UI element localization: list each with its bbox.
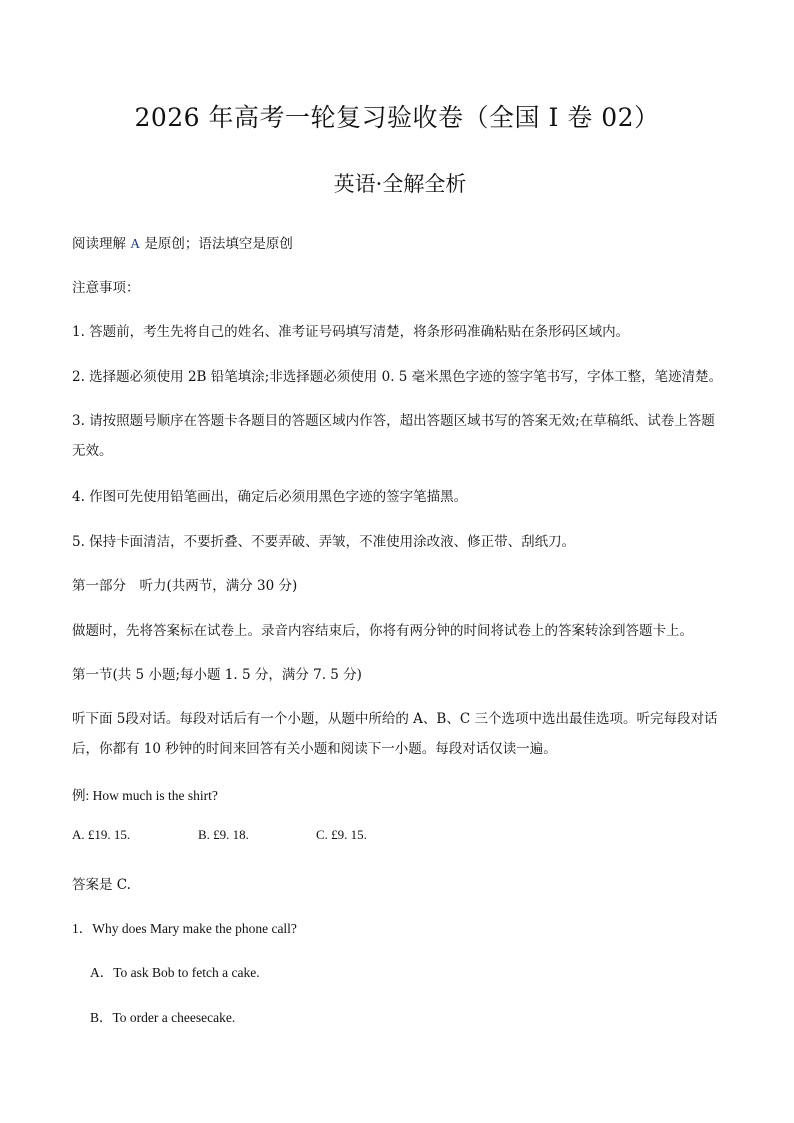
example-option-a: A. £19. 15.: [72, 827, 131, 842]
source-note-suffix: 是原创；语法填空是原创: [140, 236, 293, 252]
example-answer: 答案是 C.: [72, 877, 131, 893]
notice-item: 4. 作图可先使用铅笔画出，确定后必须用黑色字迹的签字笔描黑。: [72, 489, 468, 505]
notice-item: 5. 保持卡面清洁，不要折叠、不要弄破、弄皱，不准使用涂改液、修正带、刮纸刀。: [72, 534, 576, 550]
page-subtitle: 英语·全解全析: [333, 172, 467, 196]
source-note-highlight: A: [130, 236, 141, 251]
section1-heading: 第一节(共 5 小题;每小题 1. 5 分，满分 7. 5 分): [72, 667, 362, 683]
source-note-prefix: 阅读理解: [72, 236, 131, 252]
notice-heading: 注意事项：: [72, 280, 140, 296]
example-option-b: B. £9. 18.: [198, 827, 249, 842]
notice-item: 2. 选择题必须使用 2B 铅笔填涂;非选择题必须使用 0. 5 毫米黑色字迹的签字笔书写，字体工整，笔迹清楚。: [72, 369, 723, 385]
question-option: B．To order a cheesecake.: [90, 1010, 236, 1025]
example-option-c: C. £9. 15.: [316, 827, 367, 842]
question-stem: 1．Why does Mary make the phone call?: [72, 921, 297, 936]
section1-instruction: 听下面 5段对话。每段对话后有一个小题，从题中所给的 A、B、C 三个选项中选出最佳选项。听完每段对话后，你都有 10 秒钟的时间来回答有关小题和阅读下一小题。每段对话仅读一遍。: [72, 711, 718, 757]
part1-instruction: 做题时，先将答案标在试卷上。录音内容结束后，你将有两分钟的时间将试卷上的答案转涂到答题卡上。: [72, 623, 693, 639]
question-option: A．To ask Bob to fetch a cake.: [90, 965, 260, 980]
example-question: 例: How much is the shirt?: [72, 788, 218, 803]
source-note: [72, 229, 726, 259]
notice-item: 1. 答题前，考生先将自己的姓名、准考证号码填写清楚，将条形码准确粘贴在条形码区域内。: [72, 324, 630, 340]
page-title: 2026 年高考一轮复习验收卷（全国 I 卷 02）: [134, 103, 660, 132]
part1-heading: 第一部分 听力(共两节，满分 30 分): [72, 578, 298, 594]
notice-item: 3. 请按照题号顺序在答题卡各题目的答题区域内作答，超出答题区域书写的答案无效;在草稿纸、试卷上答题无效。: [72, 413, 715, 459]
example-options: [72, 827, 726, 851]
